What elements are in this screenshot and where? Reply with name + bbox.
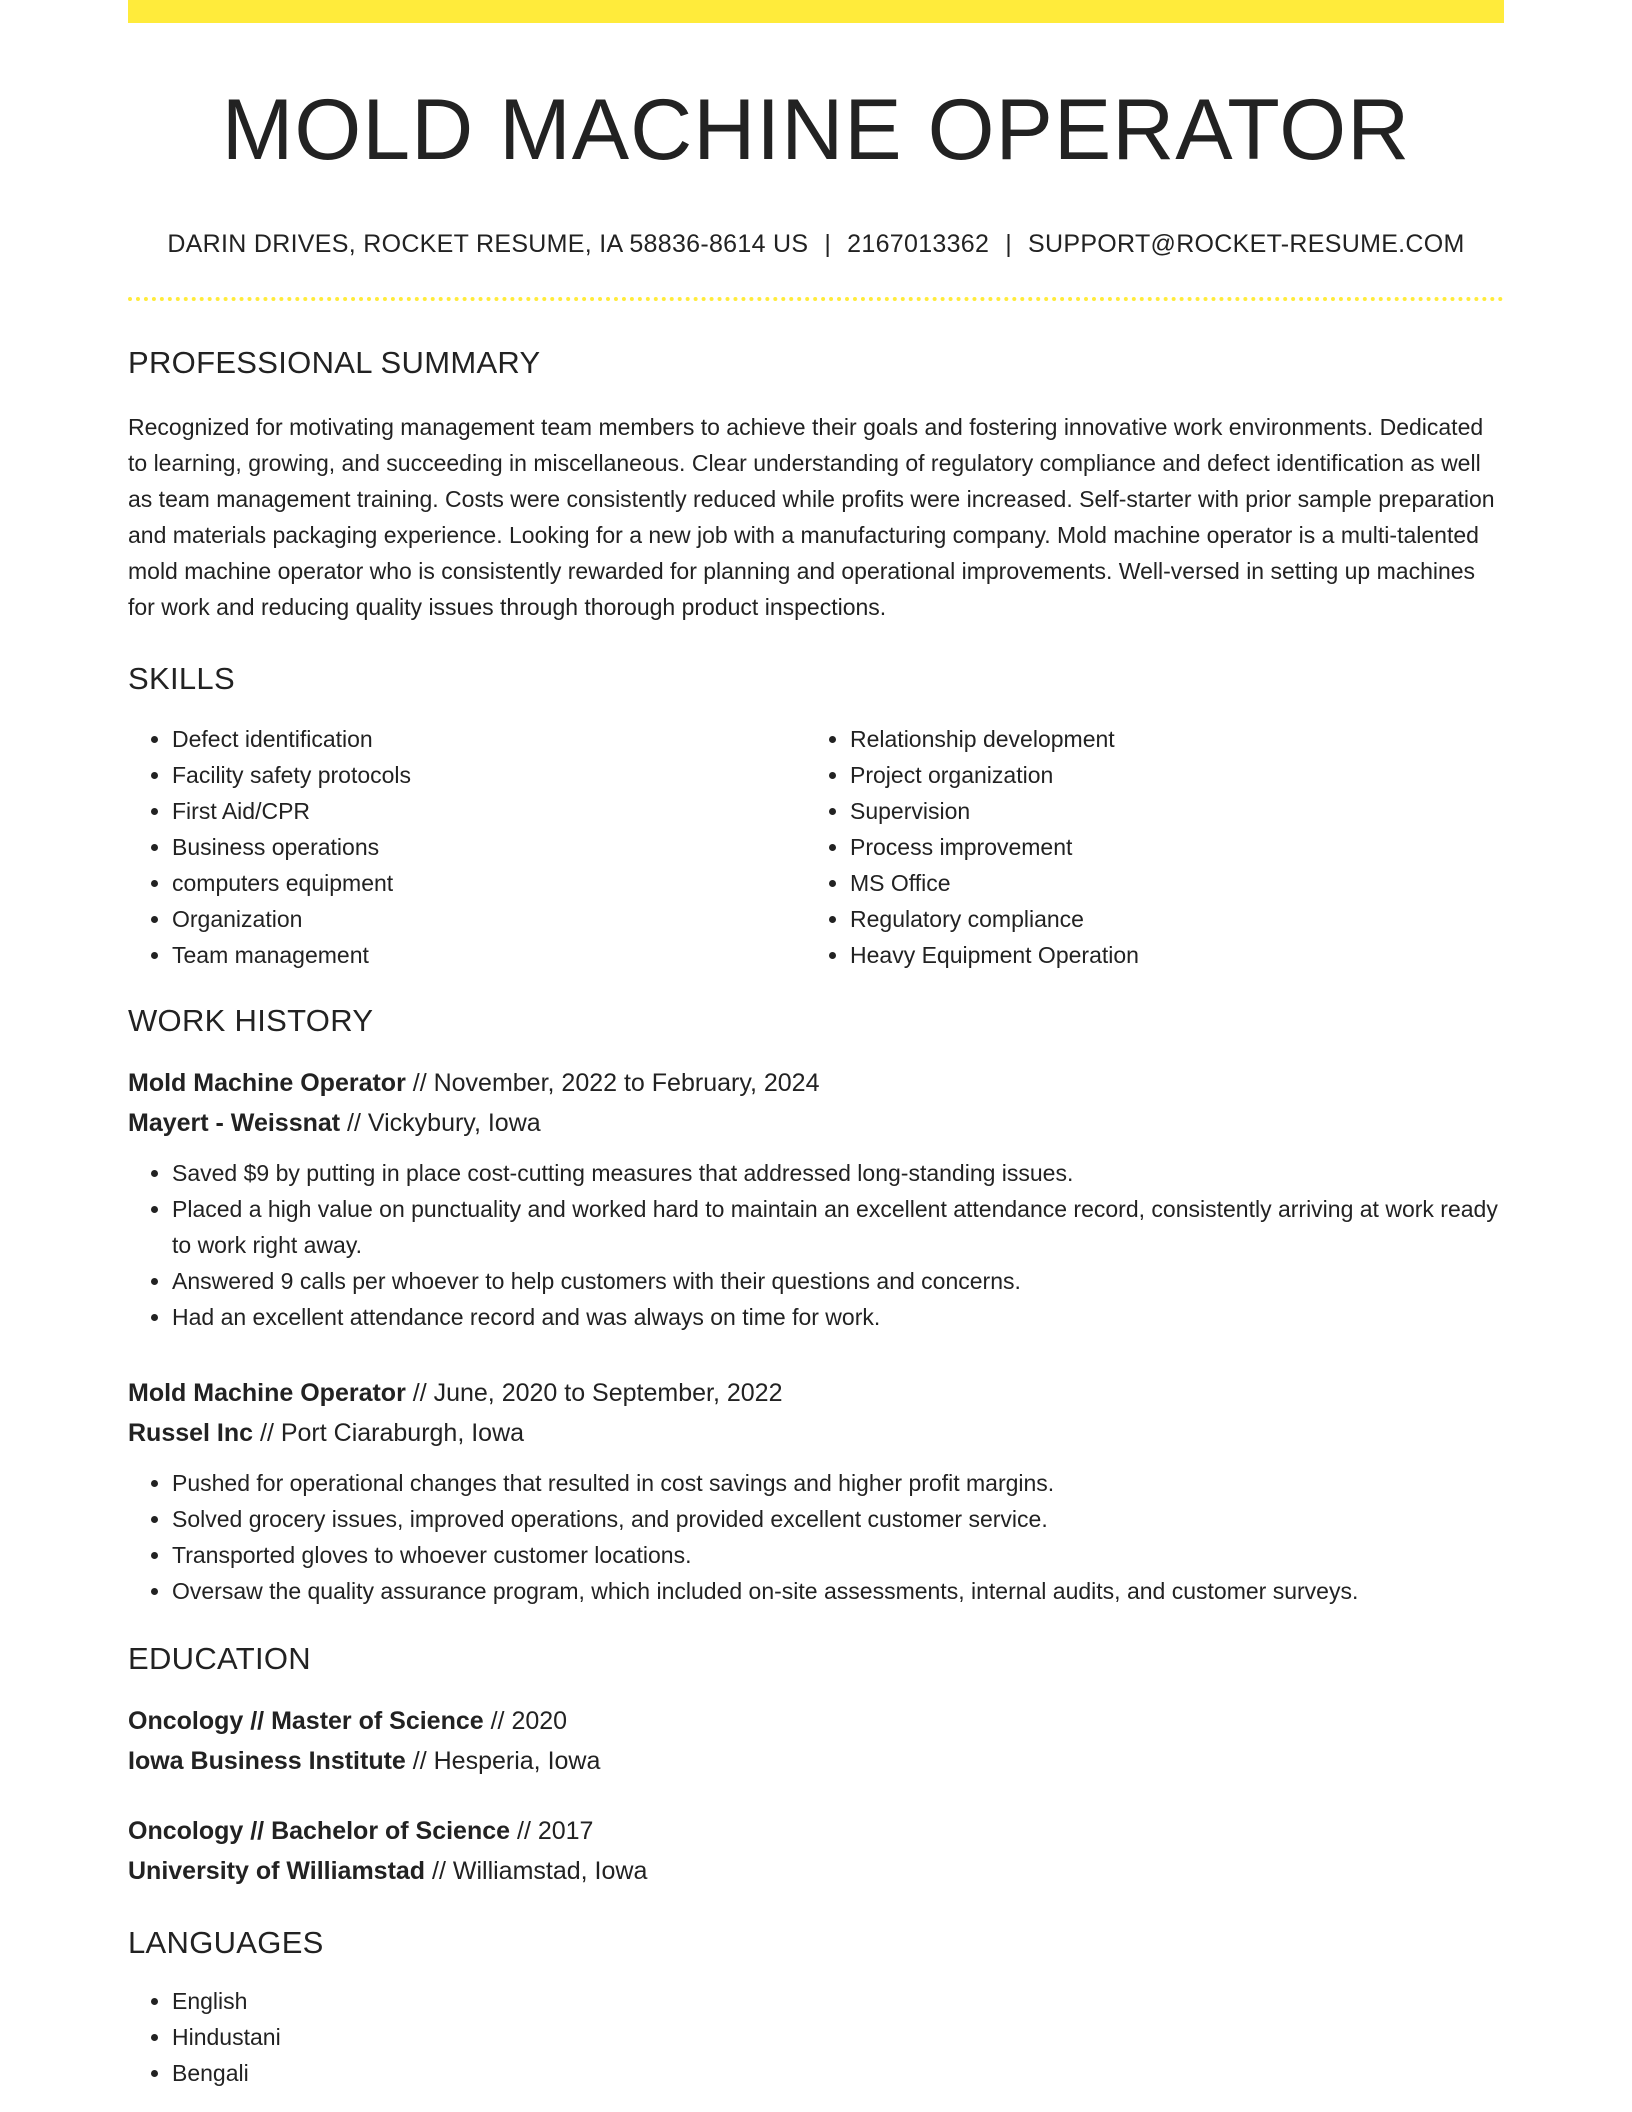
job-bullet: • Answered 9 calls per whoever to help customers with their questions and concerns. (172, 1263, 1504, 1299)
contact-separator: | (824, 229, 832, 258)
job-company-line (128, 1413, 1504, 1453)
education-degree-line (128, 1811, 1504, 1851)
job-title-line (128, 1373, 1504, 1413)
skill-item: • computers equipment (172, 865, 806, 901)
summary-text: Recognized for motivating management team members to achieve their goals and fostering innovative work environments. Dedicated to learning, growing, and succeeding in miscellaneous. Clear understanding of regulatory compliance and defect identification as well as team management training. Costs were consistently reduced while profits were increased. Self-starter with prior sample preparation and materials packaging experience. Looking for a new job with a manufacturing company. Mold machine operator is a multi-talented mold machine operator who is consistently rewarded for planning and operational improvements. Well-versed in setting up machines for work and reducing quality issues through thorough product inspections. (128, 413, 1495, 620)
contact-phone: 2167013362 (847, 229, 990, 258)
skill-item: • Regulatory compliance (850, 901, 1484, 937)
education-school-line (128, 1851, 1504, 1891)
languages-list (128, 1983, 1504, 2091)
education-degree: Oncology // Master of Science (128, 1706, 484, 1735)
job-bullet: • Pushed for operational changes that resulted in cost savings and higher profit margins. (172, 1465, 1504, 1501)
job-bullet: • Placed a high value on punctuality and worked hard to maintain an excellent attendance record, consistently arriving at work ready to work right away. (172, 1191, 1504, 1263)
skills-list-right (806, 721, 1484, 973)
job-bullet: • Transported gloves to whoever customer locations. (172, 1537, 1504, 1573)
education-year: // 2020 (483, 1706, 568, 1735)
job-dates: // November, 2022 to February, 2024 (405, 1068, 820, 1097)
job-company-line (128, 1103, 1504, 1143)
education-year: // 2017 (510, 1816, 594, 1845)
education-school: University of Williamstad (128, 1856, 426, 1885)
education-degree: Oncology // Bachelor of Science (128, 1816, 511, 1845)
skill-item: • Organization (172, 901, 806, 937)
skill-item: • Process improvement (850, 829, 1484, 865)
resume-title: MOLD MACHINE OPERATOR (221, 82, 1411, 178)
skill-item: • Supervision (850, 793, 1484, 829)
skill-item: • First Aid/CPR (172, 793, 806, 829)
job-location: // Port Ciaraburgh, Iowa (253, 1418, 525, 1447)
skill-item: • Relationship development (850, 721, 1484, 757)
job-entry (128, 1063, 1504, 1335)
education-school: Iowa Business Institute (128, 1746, 406, 1775)
language-item: • English (172, 1983, 1504, 2019)
job-company: Mayert - Weissnat (128, 1108, 341, 1137)
contact-line (128, 230, 1504, 259)
contact-email: SUPPORT@ROCKET-RESUME.COM (1028, 229, 1465, 258)
job-bullet: • Oversaw the quality assurance program, which included on-site assessments, internal audits, and customer surveys. (172, 1573, 1504, 1609)
education-entry (128, 1811, 1504, 1891)
skill-item: • Team management (172, 937, 806, 973)
accent-top-bar (128, 0, 1504, 23)
skill-item: • Project organization (850, 757, 1484, 793)
education-heading: EDUCATION (128, 1640, 311, 1676)
work-history-heading: WORK HISTORY (128, 1002, 374, 1038)
education-location: // Williamstad, Iowa (425, 1856, 648, 1885)
skill-item: • Heavy Equipment Operation (850, 937, 1484, 973)
languages-heading: LANGUAGES (128, 1924, 324, 1960)
dotted-divider (128, 297, 1504, 301)
skills-list-left (128, 721, 806, 973)
education-entry (128, 1701, 1504, 1781)
skill-item: • Defect identification (172, 721, 806, 757)
skill-item: • MS Office (850, 865, 1484, 901)
job-entry (128, 1373, 1504, 1609)
job-bullet: • Had an excellent attendance record and was always on time for work. (172, 1299, 1504, 1335)
skills-heading: SKILLS (128, 660, 235, 696)
job-bullet: • Saved $9 by putting in place cost-cutting measures that addressed long-standing issues. (172, 1155, 1504, 1191)
education-school-line (128, 1741, 1504, 1781)
contact-address: DARIN DRIVES, ROCKET RESUME, IA 58836-8614 US (167, 229, 809, 258)
skills-columns (128, 721, 1504, 973)
skill-item: • Business operations (172, 829, 806, 865)
language-item: • Hindustani (172, 2019, 1504, 2055)
job-bullets (128, 1155, 1504, 1335)
education-location: // Hesperia, Iowa (405, 1746, 601, 1775)
job-title-line (128, 1063, 1504, 1103)
summary-heading: PROFESSIONAL SUMMARY (128, 344, 541, 380)
job-dates: // June, 2020 to September, 2022 (405, 1378, 783, 1407)
skill-item: • Facility safety protocols (172, 757, 806, 793)
language-item: • Bengali (172, 2055, 1504, 2091)
job-bullet: • Solved grocery issues, improved operations, and provided excellent customer service. (172, 1501, 1504, 1537)
resume-page (128, 0, 1504, 2091)
education-degree-line (128, 1701, 1504, 1741)
job-company: Russel Inc (128, 1418, 254, 1447)
contact-separator: | (1005, 229, 1013, 258)
job-location: // Vickybury, Iowa (340, 1108, 541, 1137)
job-title: Mold Machine Operator (128, 1068, 406, 1097)
job-title: Mold Machine Operator (128, 1378, 406, 1407)
job-bullets (128, 1465, 1504, 1609)
